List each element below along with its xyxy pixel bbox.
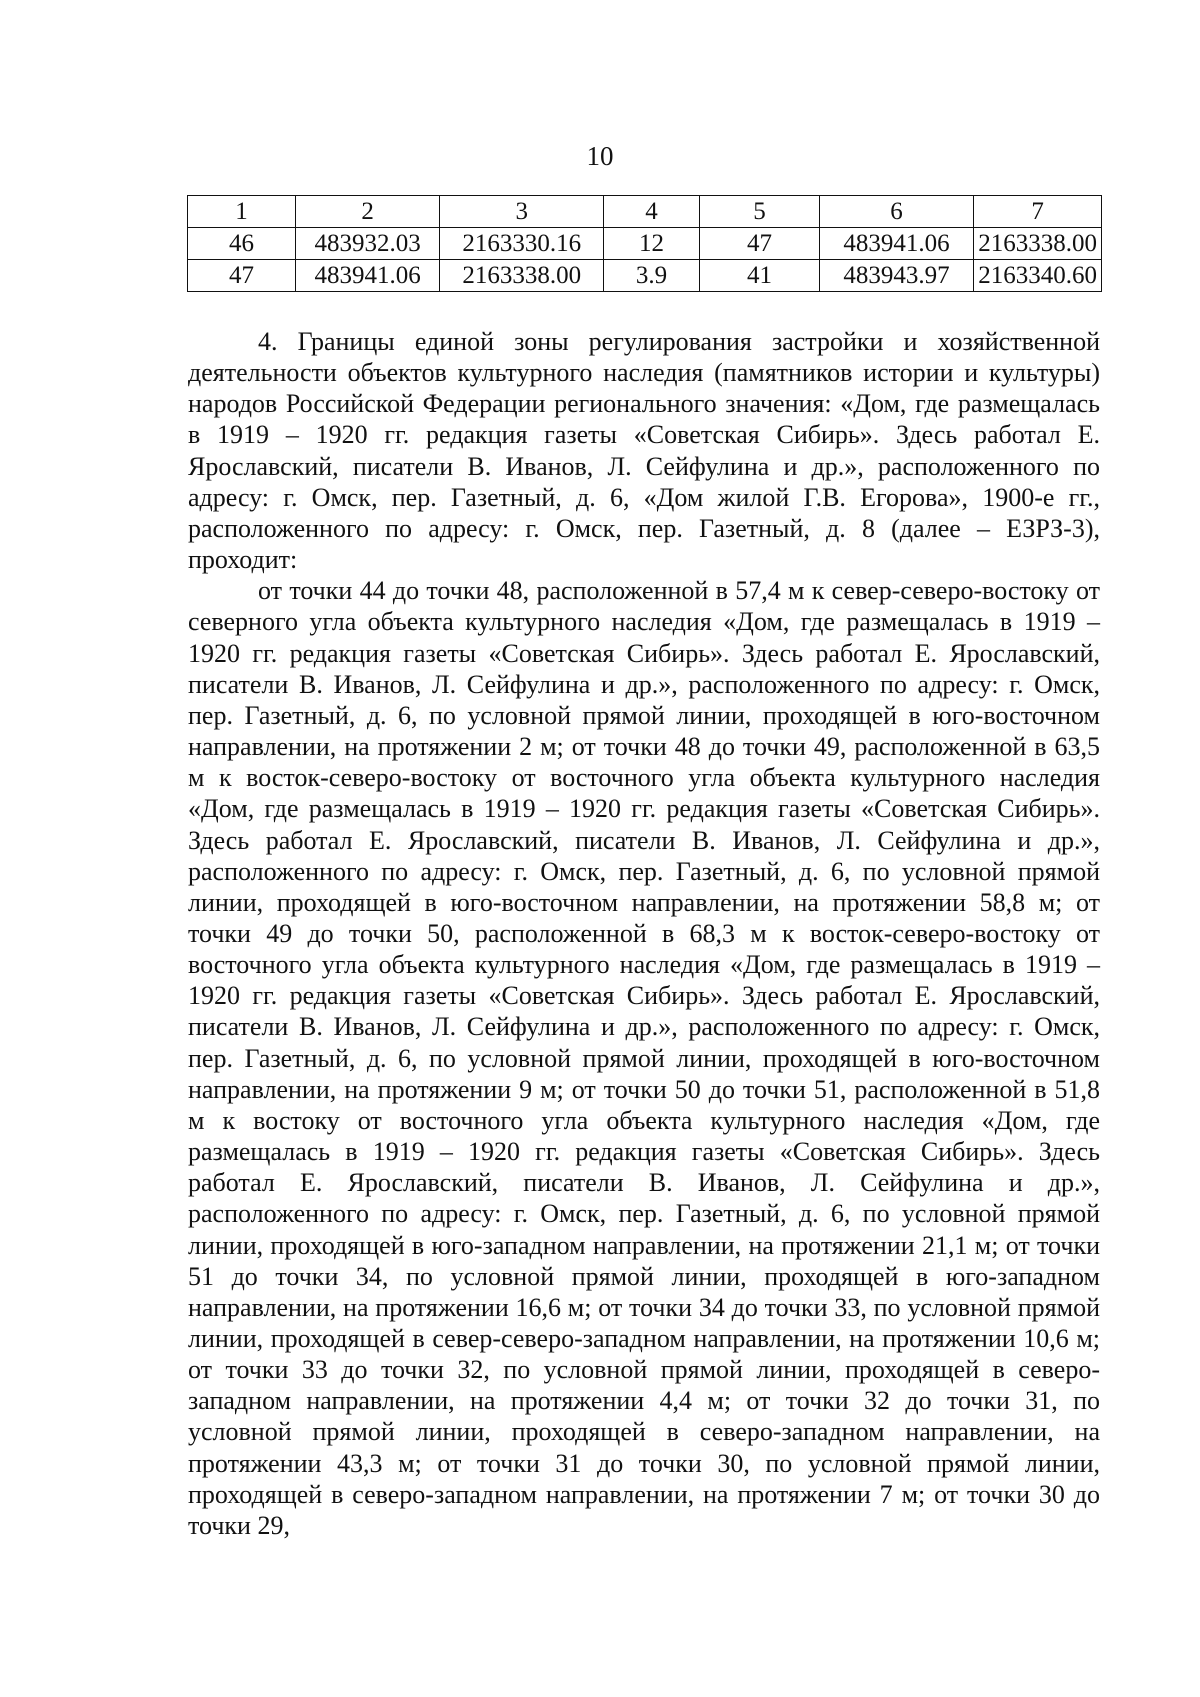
table-header-cell: 1 bbox=[188, 196, 296, 228]
paragraph-boundary-route: от точки 44 до точки 48, расположенной в 57,4 м к север-северо-востоку от северного угла объекта культурного наследия «Дом, где размещалась в 1919 – 1920 гг. редакция газеты «Советская Сибирь». Здесь работал Е. Ярославский, писатели В. Иванов, Л. Сейфулина и др.», расположенного по адресу: г. Омск, пер. Газетный, д. 6, по условной прямой линии, проходящей в юго-восточном направлении, на протяжении 2 м; от точки 48 до точки 49, расположенной в 63,5 м к восток-северо-востоку от восточного угла объекта культурного наследия «Дом, где размещалась в 1919 – 1920 гг. редакция газеты «Советская Сибирь». Здесь работал Е. Ярославский, писатели В. Иванов, Л. Сейфулина и др.», расположенного по адресу: г. Омск, пер. Газетный, д. 6, по условной прямой линии, проходящей в юго-восточном направлении, на протяжении 58,8 м; от точки 49 до точки 50, расположенной в 68,3 м к восток-северо-востоку от восточного угла объекта культурного наследия «Дом, где размещалась в 1919 – 1920 гг. редакция газеты «Советская Сибирь». Здесь работал Е. Ярославский, писатели В. Иванов, Л. Сейфулина и др.», расположенного по адресу: г. Омск, пер. Газетный, д. 6, по условной прямой линии, проходящей в юго-восточном направлении, на протяжении 9 м; от точки 50 до точки 51, расположенной в 51,8 м к востоку от восточного угла объекта культурного наследия «Дом, где размещалась в 1919 – 1920 гг. редакция газеты «Советская Сибирь». Здесь работал Е. Ярославский, писатели В. Иванов, Л. Сейфулина и др.», расположенного по адресу: г. Омск, пер. Газетный, д. 6, по условной прямой линии, проходящей в юго-западном направлении, на протяжении 21,1 м; от точки 51 до точки 34, по условной прямой линии, проходящей в юго-западном направлении, на протяжении 16,6 м; от точки 34 до точки 33, по условной прямой линии, проходящей в север-северо-западном направлении, на протяжении 10,6 м; от точки 33 до точки 32, по условной прямой линии, проходящей в северо-западном направлении, на протяжении 4,4 м; от точки 32 до точки 31, по условной прямой линии, проходящей в северо-западном направлении, на протяжении 43,3 м; от точки 31 до точки 30, по условной прямой линии, проходящей в северо-западном направлении, на протяжении 7 м; от точки 30 до точки 29, bbox=[188, 576, 1100, 1540]
table-cell: 2163338.00 bbox=[440, 260, 603, 292]
table-cell: 483941.06 bbox=[819, 228, 973, 260]
table-cell: 3.9 bbox=[603, 260, 699, 292]
table-row bbox=[188, 260, 1102, 292]
table-header-cell: 6 bbox=[819, 196, 973, 228]
table-cell: 2163340.60 bbox=[974, 260, 1102, 292]
table-cell: 2163338.00 bbox=[974, 228, 1102, 260]
table-cell: 41 bbox=[700, 260, 820, 292]
coordinates-table bbox=[187, 195, 1102, 292]
table-cell: 483943.97 bbox=[819, 260, 973, 292]
paragraph-zone-boundaries: 4. Границы единой зоны регулирования застройки и хозяйственной деятельности объектов культурного наследия (памятников истории и культуры) народов Российской Федерации регионального значения: «Дом, где размещалась в 1919 – 1920 гг. редакция газеты «Советская Сибирь». Здесь работал Е. Ярославский, писатели В. Иванов, Л. Сейфулина и др.», расположенного по адресу: г. Омск, пер. Газетный, д. 6, «Дом жилой Г.В. Егорова», 1900-е гг., расположенного по адресу: г. Омск, пер. Газетный, д. 8 (далее – ЕЗРЗ-3), проходит: bbox=[188, 327, 1100, 575]
table-header-cell: 3 bbox=[440, 196, 603, 228]
table-cell: 12 bbox=[603, 228, 699, 260]
table-cell: 483941.06 bbox=[295, 260, 440, 292]
table-header-cell: 5 bbox=[700, 196, 820, 228]
table-cell: 46 bbox=[188, 228, 296, 260]
table-cell: 483932.03 bbox=[295, 228, 440, 260]
page-number: 10 bbox=[586, 141, 614, 171]
table-header-cell: 2 bbox=[295, 196, 440, 228]
table-header-row bbox=[188, 196, 1102, 228]
table-header-cell: 4 bbox=[603, 196, 699, 228]
document-body bbox=[188, 326, 1100, 1541]
table-cell: 47 bbox=[700, 228, 820, 260]
table-header-cell: 7 bbox=[974, 196, 1102, 228]
table-cell: 2163330.16 bbox=[440, 228, 603, 260]
table-row bbox=[188, 228, 1102, 260]
table-cell: 47 bbox=[188, 260, 296, 292]
